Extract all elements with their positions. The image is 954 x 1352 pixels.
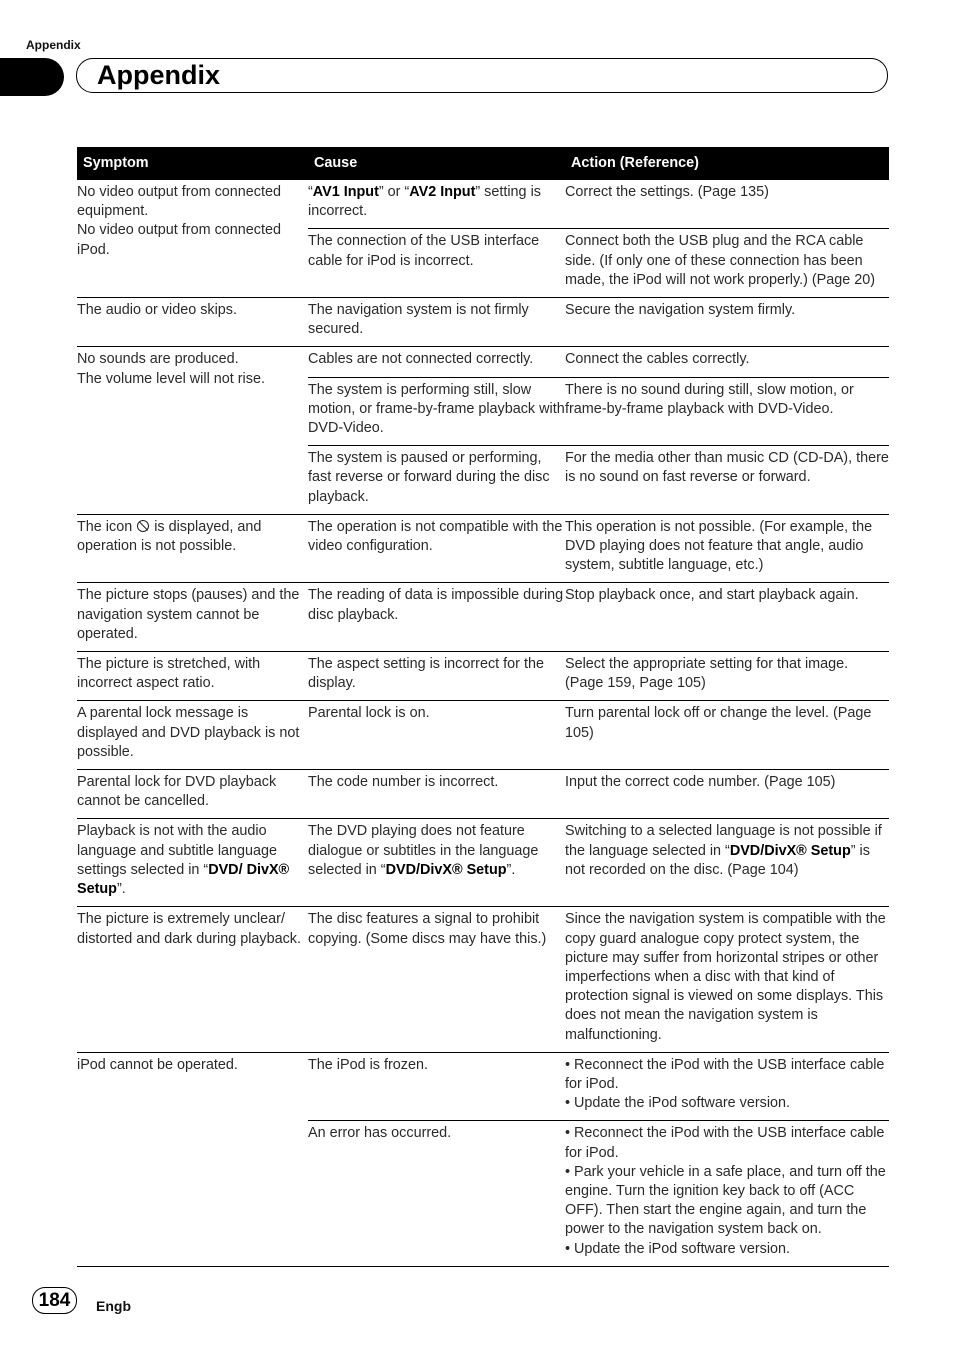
table-row <box>77 652 889 701</box>
section-label: Appendix <box>26 38 81 52</box>
header-tab-marker <box>0 58 64 96</box>
bullet-item: • Update the iPod software version. <box>565 1095 791 1112</box>
action-cell: This operation is not possible. (For example, the DVD playing does not feature that angle, audio system, subtitle language, etc.) <box>565 514 889 583</box>
table-row <box>77 770 889 819</box>
action-cell: For the media other than music CD (CD-DA), there is no sound on fast reverse or forward. <box>565 446 889 515</box>
action-cell: Connect the cables correctly. <box>565 347 889 377</box>
cause-cell: An error has occurred. <box>308 1121 565 1266</box>
action-cell: Secure the navigation system firmly. <box>565 298 889 347</box>
symptom-cell: iPod cannot be operated. <box>77 1052 308 1266</box>
av2-input-setting: AV2 Input <box>409 184 476 200</box>
action-cell <box>565 1121 889 1266</box>
action-cell: Turn parental lock off or change the level. (Page 105) <box>565 701 889 770</box>
troubleshooting-table <box>77 147 889 1267</box>
page-title: Appendix <box>97 60 221 90</box>
cause-cell: The aspect setting is incorrect for the display. <box>308 652 565 701</box>
bullet-item: • Reconnect the iPod with the USB interface cable for iPod. <box>565 1056 885 1092</box>
table-row <box>77 583 889 652</box>
action-cell: Connect both the USB plug and the RCA cable side. (If only one of these connection has been made, the iPod will not work properly.) (Page 20) <box>565 229 889 298</box>
cause-cell: The disc features a signal to prohibit copying. (Some discs may have this.) <box>308 907 565 1052</box>
symptom-cell: The picture is stretched, with incorrect aspect ratio. <box>77 652 308 701</box>
dvd-divx-setup-label: DVD/DivX® Setup <box>729 842 851 859</box>
table-row <box>77 514 889 583</box>
bullet-item: • Update the iPod software version. <box>565 1240 791 1257</box>
symptom-line: No video output from connected iPod. <box>77 222 281 258</box>
symptom-cell: The picture is extremely unclear/ distorted and dark during playback. <box>77 907 308 1052</box>
cause-cell: Parental lock is on. <box>308 701 565 770</box>
table-row <box>77 298 889 347</box>
cause-cell: The system is performing still, slow motion, or frame-by-frame playback with DVD-Video. <box>308 377 565 446</box>
cause-cell: The reading of data is impossible during disc playback. <box>308 583 565 652</box>
cause-cell: The DVD playing does not feature dialogue or subtitles in the language selected in “DVD/DivX® Setup”. <box>308 819 565 907</box>
table-row <box>77 1052 889 1121</box>
symptom-line: The volume level will not rise. <box>77 370 265 387</box>
symptom-cell: The audio or video skips. <box>77 298 308 347</box>
table-row <box>77 907 889 1052</box>
prohibited-icon <box>137 520 149 532</box>
cause-cell: The connection of the USB interface cable for iPod is incorrect. <box>308 229 565 298</box>
symptom-cell <box>77 180 308 298</box>
symptom-line: No video output from connected equipment. <box>77 184 281 220</box>
table-row <box>77 701 889 770</box>
header-symptom: Symptom <box>77 147 308 180</box>
symptom-cell <box>77 347 308 514</box>
action-cell: There is no sound during still, slow motion, or frame-by-frame playback with DVD-Video. <box>565 377 889 446</box>
symptom-cell: The picture stops (pauses) and the navigation system cannot be operated. <box>77 583 308 652</box>
table-header-row <box>77 147 889 180</box>
table-row <box>77 180 889 229</box>
dvd-divx-setup-label: DVD/DivX® Setup <box>385 861 507 878</box>
cause-cell: The iPod is frozen. <box>308 1052 565 1121</box>
cause-cell: The system is paused or performing, fast reverse or forward during the disc playback. <box>308 446 565 515</box>
dvd-divx-setup-label: DVD/ DivX® Setup <box>77 861 290 898</box>
symptom-line: No sounds are produced. <box>77 351 239 368</box>
page-number: 184 <box>32 1287 77 1314</box>
header-title-box <box>76 58 888 93</box>
action-cell: Select the appropriate setting for that image. (Page 159, Page 105) <box>565 652 889 701</box>
bullet-item: • Park your vehicle in a safe place, and turn off the engine. Turn the ignition key back to off (ACC OFF). Then start the engine again, and turn the power to the navigation system back on. <box>565 1163 886 1238</box>
table-row <box>77 819 889 907</box>
action-cell <box>565 1052 889 1121</box>
symptom-cell: Playback is not with the audio language and subtitle language settings selected in “DVD/ DivX® Setup”. <box>77 819 308 907</box>
bullet-item: • Reconnect the iPod with the USB interface cable for iPod. <box>565 1125 885 1161</box>
action-cell: Switching to a selected language is not possible if the language selected in “DVD/DivX® Setup” is not recorded on the disc. (Page 104) <box>565 819 889 907</box>
header-action: Action (Reference) <box>565 147 889 180</box>
action-cell: Since the navigation system is compatible with the copy guard analogue copy protect system, the picture may suffer from horizontal stripes or other imperfections when a disc with that kind of protection signal is viewed on some displays. This does not mean the navigation system is malfunctioning. <box>565 907 889 1052</box>
action-cell: Correct the settings. (Page 135) <box>565 180 889 229</box>
cause-cell: “AV1 Input” or “AV2 Input” setting is incorrect. <box>308 180 565 229</box>
cause-cell: The operation is not compatible with the video configuration. <box>308 514 565 583</box>
action-cell: Stop playback once, and start playback again. <box>565 583 889 652</box>
symptom-cell: A parental lock message is displayed and DVD playback is not possible. <box>77 701 308 770</box>
cause-cell: Cables are not connected correctly. <box>308 347 565 377</box>
cause-cell: The navigation system is not firmly secured. <box>308 298 565 347</box>
cause-cell: The code number is incorrect. <box>308 770 565 819</box>
action-cell: Input the correct code number. (Page 105) <box>565 770 889 819</box>
symptom-cell: The icon is displayed, and operation is not possible. <box>77 514 308 583</box>
symptom-cell: Parental lock for DVD playback cannot be cancelled. <box>77 770 308 819</box>
table-row <box>77 347 889 377</box>
header-cause: Cause <box>308 147 565 180</box>
language-code: Engb <box>96 1298 131 1314</box>
av1-input-setting: AV1 Input <box>312 184 379 200</box>
